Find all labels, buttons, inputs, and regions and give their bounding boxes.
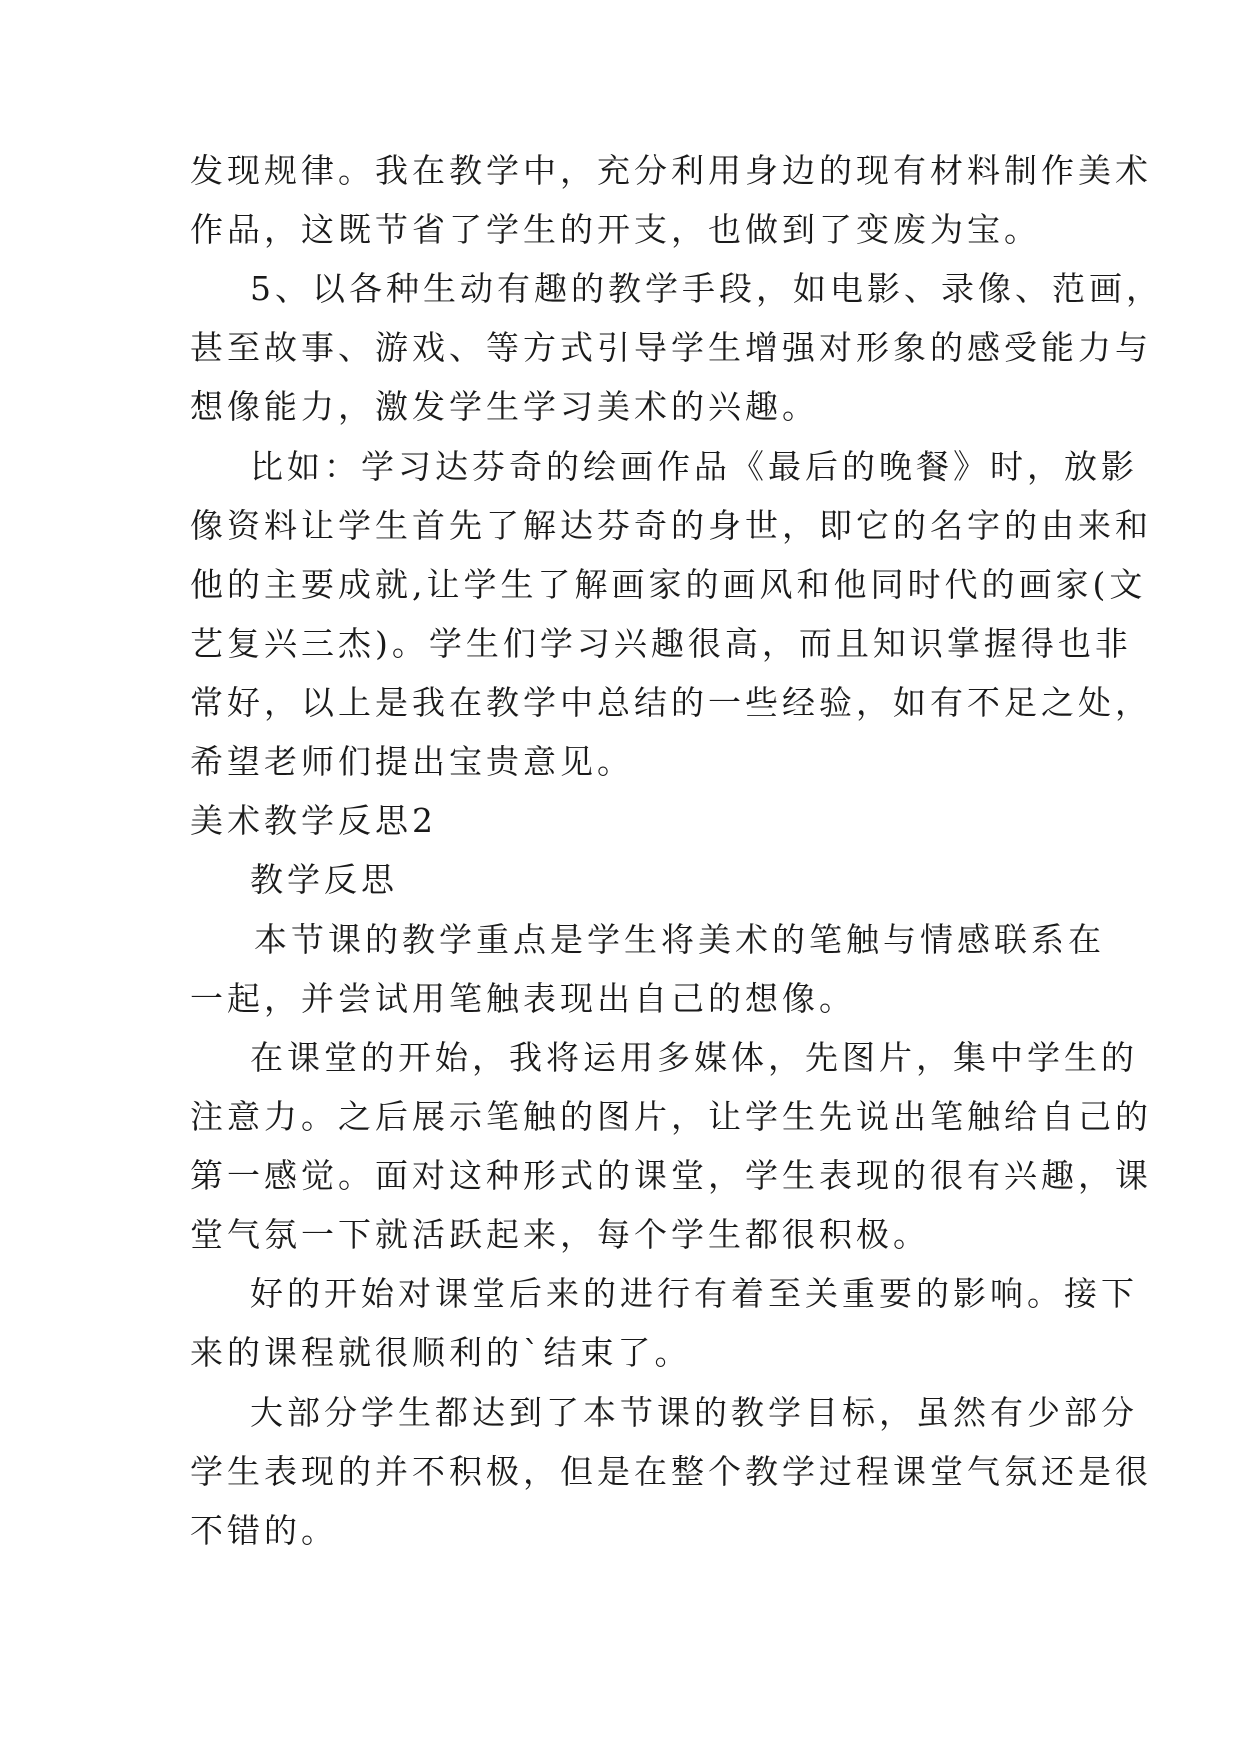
paragraph-line: 好的开始对课堂后来的进行有着至关重要的影响。接下	[250, 1274, 1138, 1313]
paragraph-line: 希望老师们提出宝贵意见。	[190, 742, 634, 781]
paragraph-line: 在课堂的开始，我将运用多媒体，先图片，集中学生的	[250, 1038, 1138, 1077]
subheading: 教学反思	[250, 860, 398, 899]
paragraph-line: 他的主要成就,让学生了解画家的画风和他同时代的画家(文	[190, 565, 1147, 604]
paragraph-line: 常好，以上是我在教学中总结的一些经验，如有不足之处，	[190, 683, 1152, 722]
paragraph-line: 大部分学生都达到了本节课的教学目标，虽然有少部分	[250, 1393, 1138, 1432]
section-heading: 美术教学反思2	[190, 801, 437, 840]
paragraph-line: 本节课的教学重点是学生将美术的笔触与情感联系在	[254, 920, 1105, 959]
paragraph-line: 作品，这既节省了学生的开支，也做到了变废为宝。	[190, 210, 1041, 249]
paragraph-line: 比如：学习达芬奇的绘画作品《最后的晚餐》时，放影	[250, 447, 1138, 486]
paragraph-line: 学生表现的并不积极，但是在整个教学过程课堂气氛还是很	[190, 1452, 1152, 1491]
paragraph-line: 第一感觉。面对这种形式的课堂，学生表现的很有兴趣，课	[190, 1156, 1152, 1195]
paragraph-line: 一起，并尝试用笔触表现出自己的想像。	[190, 979, 856, 1018]
paragraph-line: 艺复兴三杰)。学生们学习兴趣很高，而且知识掌握得也非	[190, 624, 1132, 663]
paragraph-line: 像资料让学生首先了解达芬奇的身世，即它的名字的由来和	[190, 506, 1152, 545]
paragraph-line: 堂气氛一下就活跃起来，每个学生都很积极。	[190, 1215, 930, 1254]
paragraph-line: 不错的。	[190, 1511, 338, 1550]
paragraph-line: 5、以各种生动有趣的教学手段，如电影、录像、范画，	[250, 269, 1163, 308]
paragraph-line: 想像能力，激发学生学习美术的兴趣。	[190, 387, 819, 426]
paragraph-line: 注意力。之后展示笔触的图片，让学生先说出笔触给自己的	[190, 1097, 1152, 1136]
paragraph-line: 来的课程就很顺利的`结束了。	[190, 1333, 692, 1372]
paragraph-line: 发现规律。我在教学中，充分利用身边的现有材料制作美术	[190, 151, 1152, 190]
paragraph-line: 甚至故事、游戏、等方式引导学生增强对形象的感受能力与	[190, 328, 1152, 367]
